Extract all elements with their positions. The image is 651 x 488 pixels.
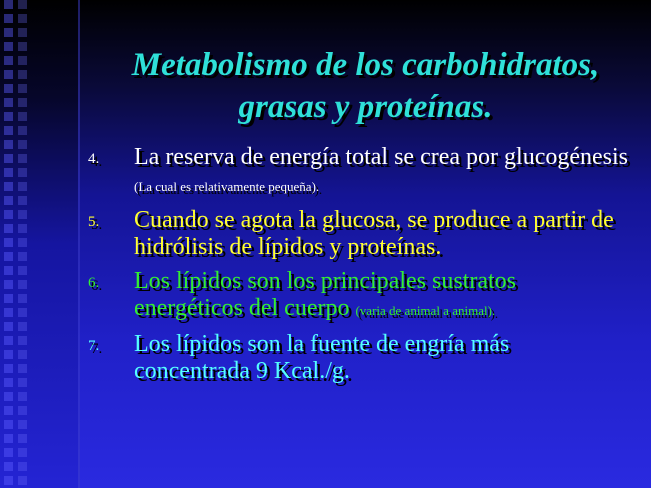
- decorative-square-strip: [0, 0, 78, 488]
- list-item: [88, 207, 628, 261]
- item-number: 7.: [88, 338, 100, 354]
- decorative-square: [18, 196, 27, 205]
- decorative-square: [4, 336, 13, 345]
- item-note: (La cual es relativamente pequeña).: [134, 179, 320, 194]
- square-column-right: [18, 0, 27, 488]
- decorative-square: [4, 434, 13, 443]
- slide-title: [80, 44, 651, 128]
- decorative-square: [18, 266, 27, 275]
- decorative-square: [4, 294, 13, 303]
- decorative-square: [4, 462, 13, 471]
- item-number: 6.: [88, 275, 100, 291]
- decorative-square: [18, 140, 27, 149]
- decorative-square: [4, 392, 13, 401]
- decorative-square: [4, 420, 13, 429]
- decorative-square: [4, 448, 13, 457]
- decorative-square: [4, 28, 13, 37]
- decorative-square: [18, 0, 27, 9]
- decorative-square: [18, 238, 27, 247]
- decorative-square: [18, 210, 27, 219]
- decorative-square: [18, 42, 27, 51]
- decorative-square: [4, 364, 13, 373]
- decorative-square: [4, 252, 13, 261]
- decorative-square: [18, 168, 27, 177]
- list-item: [88, 268, 628, 324]
- decorative-square: [18, 434, 27, 443]
- decorative-square: [18, 56, 27, 65]
- decorative-square: [4, 406, 13, 415]
- decorative-square: [4, 378, 13, 387]
- decorative-square: [18, 224, 27, 233]
- decorative-square: [18, 308, 27, 317]
- decorative-square: [18, 322, 27, 331]
- decorative-square: [4, 98, 13, 107]
- decorative-square: [18, 350, 27, 359]
- decorative-square: [4, 42, 13, 51]
- decorative-square: [4, 308, 13, 317]
- decorative-square: [4, 224, 13, 233]
- decorative-square: [4, 154, 13, 163]
- item-text: Cuando se agota la glucosa, se produce a partir de hidrólisis de lípidos y proteínas.: [134, 207, 614, 260]
- decorative-square: [18, 98, 27, 107]
- decorative-square: [4, 84, 13, 93]
- decorative-square: [4, 0, 13, 9]
- decorative-square: [18, 448, 27, 457]
- decorative-square: [18, 406, 27, 415]
- decorative-square: [4, 322, 13, 331]
- decorative-square: [18, 392, 27, 401]
- item-text: La reserva de energía total se crea por glucogénesis: [134, 144, 628, 170]
- decorative-square: [4, 182, 13, 191]
- decorative-square: [18, 28, 27, 37]
- decorative-square: [18, 182, 27, 191]
- decorative-square: [4, 238, 13, 247]
- decorative-square: [4, 266, 13, 275]
- list-item: [88, 144, 628, 200]
- bullet-list: [88, 144, 628, 392]
- decorative-square: [18, 476, 27, 485]
- decorative-square: [4, 168, 13, 177]
- decorative-square: [18, 154, 27, 163]
- decorative-square: [4, 280, 13, 289]
- decorative-square: [4, 476, 13, 485]
- item-note: (varia de animal a animal).: [355, 303, 496, 318]
- decorative-square: [18, 252, 27, 261]
- decorative-square: [18, 126, 27, 135]
- decorative-square: [18, 364, 27, 373]
- item-text: Los lípidos son los principales sustratos energéticos del cuerpo: [134, 268, 516, 321]
- decorative-square: [4, 210, 13, 219]
- decorative-square: [18, 70, 27, 79]
- decorative-square: [4, 126, 13, 135]
- list-item: [88, 331, 628, 385]
- decorative-square: [18, 336, 27, 345]
- decorative-square: [4, 350, 13, 359]
- item-number: 5.: [88, 214, 100, 230]
- decorative-square: [18, 462, 27, 471]
- title-line-2: grasas y proteínas.: [238, 89, 493, 125]
- decorative-square: [18, 112, 27, 121]
- item-text: Los lípidos son la fuente de engría más concentrada 9 Kcal./g.: [134, 331, 510, 384]
- decorative-square: [4, 196, 13, 205]
- decorative-square: [18, 14, 27, 23]
- decorative-square: [18, 378, 27, 387]
- decorative-square: [18, 84, 27, 93]
- decorative-square: [4, 14, 13, 23]
- decorative-square: [4, 70, 13, 79]
- decorative-square: [18, 420, 27, 429]
- decorative-square: [4, 56, 13, 65]
- decorative-square: [4, 112, 13, 121]
- decorative-square: [18, 280, 27, 289]
- square-column-left: [4, 0, 13, 488]
- title-line-1: Metabolismo de los carbohidratos,: [131, 47, 600, 83]
- decorative-square: [18, 294, 27, 303]
- decorative-square: [4, 140, 13, 149]
- item-number: 4.: [88, 151, 100, 167]
